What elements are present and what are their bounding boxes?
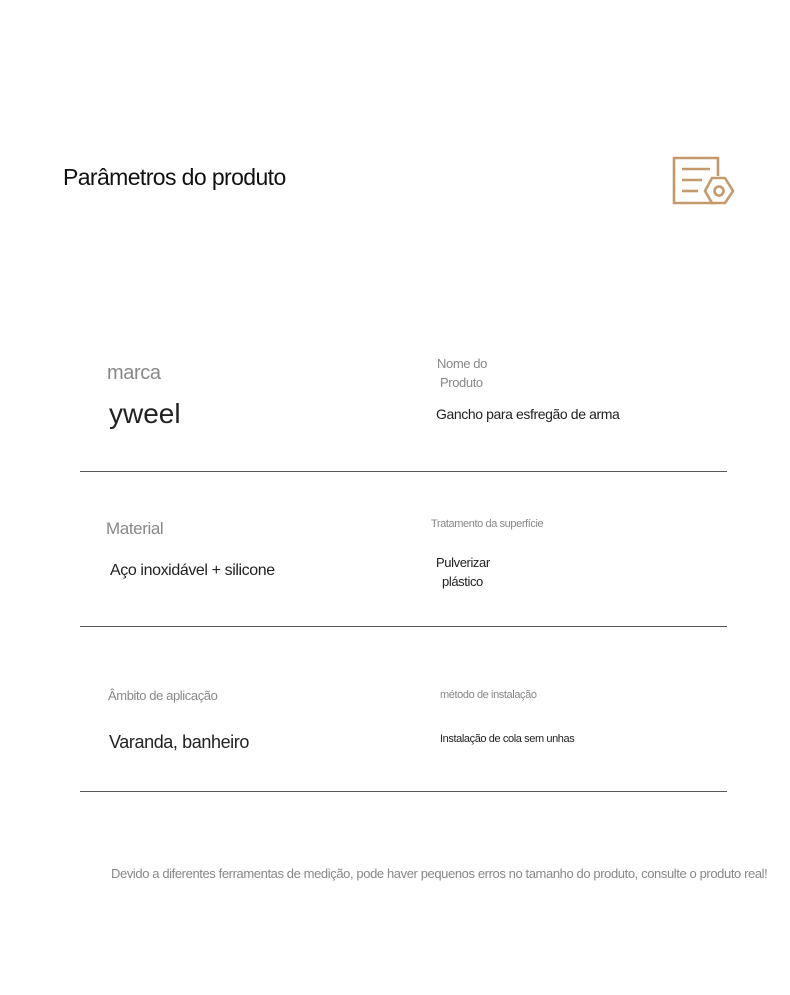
measurement-disclaimer: Devido a diferentes ferramentas de medição, pode haver pequenos erros no tamanho do produto, consulte o produto real! bbox=[111, 866, 768, 881]
product-name-value: Gancho para esfregão de arma bbox=[436, 406, 620, 422]
surface-value-line2: plástico bbox=[442, 574, 483, 589]
installation-label: método de instalação bbox=[440, 689, 537, 701]
brand-label: marca bbox=[107, 362, 161, 384]
row-divider bbox=[80, 626, 727, 627]
row-divider bbox=[80, 471, 727, 472]
scope-label: Âmbito de aplicação bbox=[108, 688, 218, 703]
material-value: Aço inoxidável + silicone bbox=[110, 562, 275, 579]
surface-value bbox=[436, 553, 490, 591]
product-name-label-line2: Produto bbox=[440, 375, 483, 390]
row-divider bbox=[80, 791, 727, 792]
page-title: Parâmetros do produto bbox=[63, 164, 286, 190]
surface-label: Tratamento da superfície bbox=[431, 518, 544, 530]
product-name-label bbox=[437, 354, 487, 392]
brand-value: yweel bbox=[109, 398, 181, 429]
material-label: Material bbox=[106, 519, 164, 538]
installation-value: Instalação de cola sem unhas bbox=[440, 733, 575, 745]
surface-value-line1: Pulverizar bbox=[436, 555, 490, 570]
scope-value: Varanda, banheiro bbox=[109, 732, 249, 752]
product-name-label-line1: Nome do bbox=[437, 356, 487, 371]
document-settings-icon bbox=[672, 156, 736, 206]
